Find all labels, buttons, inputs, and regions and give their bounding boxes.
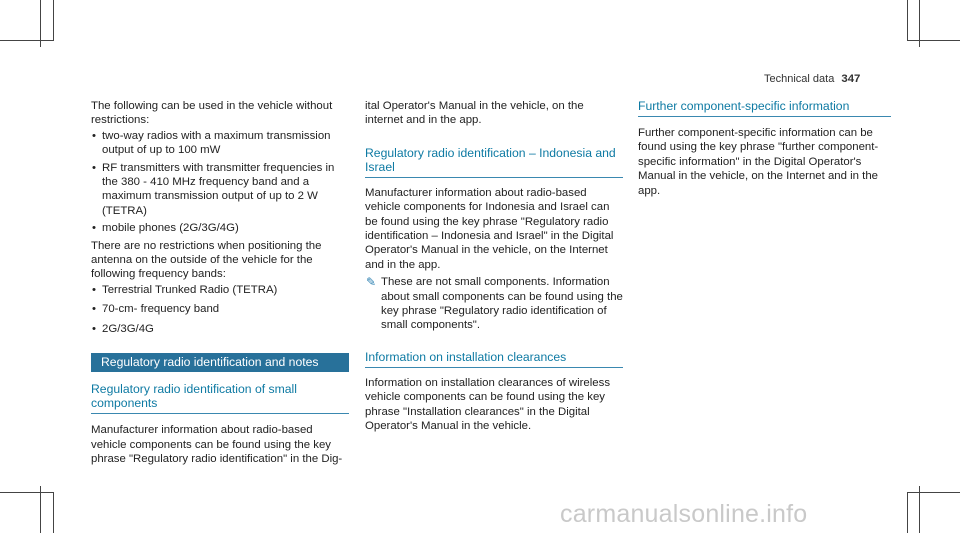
crop-mark <box>0 492 53 493</box>
list-item: • two-way radios with a maximum transmission output of up to 100 mW <box>91 129 349 158</box>
note-icon: ✎ <box>366 275 377 290</box>
section-banner: Regulatory radio identification and notes <box>91 353 349 372</box>
crop-mark <box>907 40 960 41</box>
crop-mark <box>0 40 53 41</box>
note-text: These are not small components. Information about small components can be found using the key phrase "Regulatory radio identification of small components". <box>381 276 623 332</box>
list-item: • RF transmitters with transmitter frequencies in the 380 - 410 MHz frequency band and a maximum transmission output of up to 2 W (TETRA) <box>91 161 349 219</box>
list-item: • Terrestrial Trunked Radio (TETRA) <box>91 283 349 297</box>
crop-mark <box>53 492 54 533</box>
subsection-heading: Regulatory radio identification of small components <box>91 382 349 414</box>
watermark: carmanualsonline.info <box>560 500 808 528</box>
crop-mark <box>907 492 908 533</box>
manufacturer-paragraph: Manufacturer information about radio-based vehicle components can be found using the key phrase "Regulatory radio identification" in the Dig- <box>91 424 343 465</box>
note <box>365 275 623 333</box>
list-item: • 70-cm- frequency band <box>91 302 349 316</box>
installation-paragraph: Information on installation clearances of wireless vehicle components can be found using the key phrase "Installation clearances" in the Digital Operator's Manual in the vehicle. <box>365 376 611 433</box>
further-info-paragraph: Further component-specific information can be found using the key phrase "further component-specific information" in the Digital Operator's Manual in the vehicle, on the Internet and in the app. <box>638 127 879 197</box>
column-1 <box>91 99 349 466</box>
antenna-paragraph: There are no restrictions when positioning the antenna on the outside of the vehicle for the following frequency bands: <box>91 239 322 281</box>
crop-mark <box>907 0 908 41</box>
section-title: Technical data <box>764 73 835 85</box>
list-item: • 2G/3G/4G <box>91 322 349 336</box>
subsection-heading-further: Further component-specific information <box>638 99 891 117</box>
subsection-heading-installation: Information on installation clearances <box>365 350 623 368</box>
subsection-heading-indonesia-israel: Regulatory radio identification – Indonesia and Israel <box>365 146 623 178</box>
crop-mark <box>919 486 920 533</box>
crop-mark <box>907 492 960 493</box>
frequency-band-list <box>91 283 349 336</box>
unrestricted-list <box>91 129 349 236</box>
page-number: 347 <box>841 73 861 85</box>
intro-paragraph: The following can be used in the vehicle without restrictions: <box>91 100 333 127</box>
column-3 <box>638 99 891 198</box>
indonesia-israel-paragraph: Manufacturer information about radio-based vehicle components for Indonesia and Israel can be found using the key phrase "Regulatory radio identification – Indonesia and Israel" in the Digital Operator's Manual in the vehicle, on the Internet and in the app. <box>365 186 614 271</box>
page-header <box>764 73 860 85</box>
crop-mark <box>53 0 54 41</box>
crop-mark <box>40 486 41 533</box>
continued-paragraph: ital Operator's Manual in the vehicle, on the internet and in the app. <box>365 100 584 127</box>
column-2 <box>365 99 623 434</box>
list-item: • mobile phones (2G/3G/4G) <box>91 221 349 235</box>
